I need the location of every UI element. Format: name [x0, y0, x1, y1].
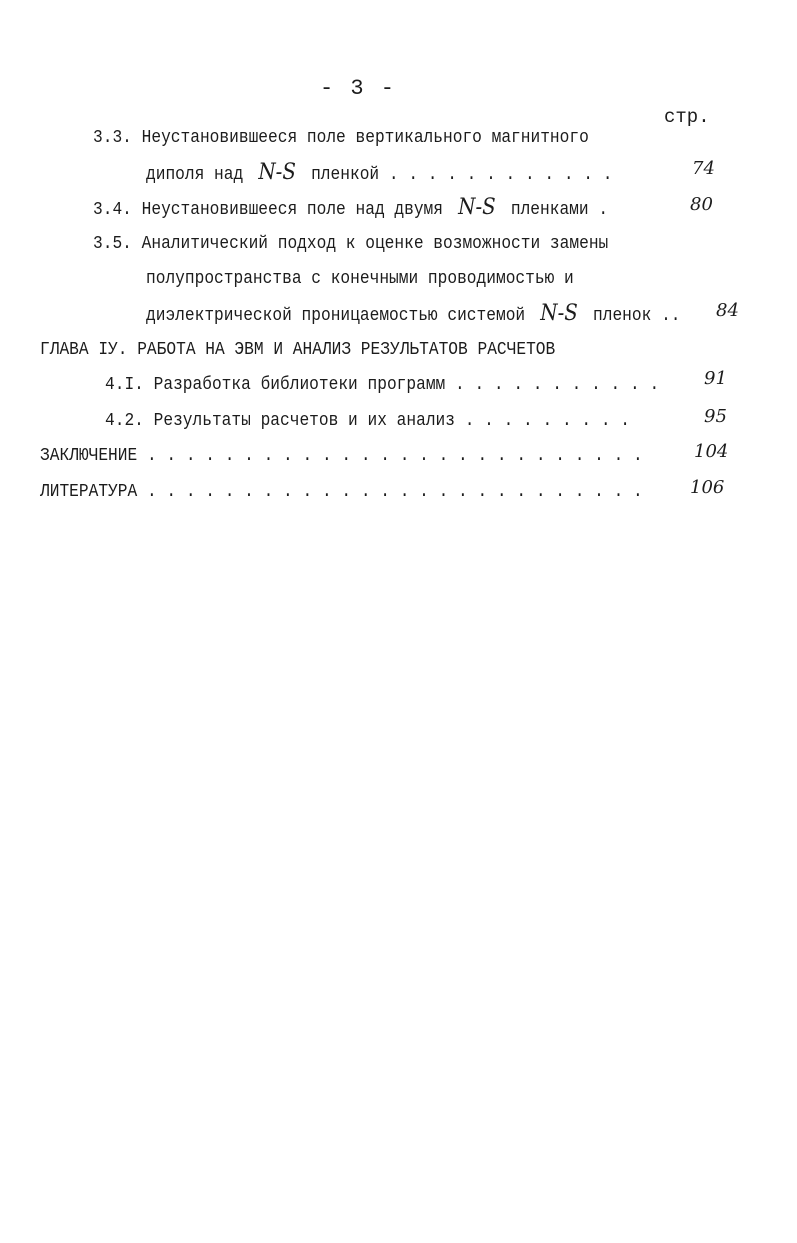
handwritten-ns-mark: N-S	[540, 301, 578, 326]
toc-entry-4-1	[105, 374, 659, 396]
leader-dots: . . . . . . . . . . . .	[388, 165, 613, 185]
toc-entry-title-cont: пленок	[593, 306, 652, 326]
toc-page-number-literature: 106	[690, 477, 725, 498]
toc-entry-title-cont: пленками	[510, 200, 589, 220]
leader-dots: .	[598, 200, 609, 220]
toc-entry-title-cont: диэлектрической проницаемостью системой	[146, 306, 526, 326]
toc-entry-title: ЛИТЕРАТУРА	[40, 482, 138, 502]
toc-page-number-3-5: 84	[716, 300, 739, 321]
toc-page-number-3-3: 74	[692, 158, 715, 179]
toc-entry-title-cont: диполя над	[146, 165, 244, 185]
toc-page-number-conclusion: 104	[694, 441, 729, 462]
toc-entry-3-4	[93, 197, 608, 221]
toc-entry-3-5-line1	[93, 233, 608, 255]
toc-page-number-4-2: 95	[704, 406, 727, 427]
toc-entry-conclusion	[40, 445, 643, 467]
leader-dots: . . . . . . . . . . .	[455, 375, 660, 395]
toc-chapter-heading: ГЛАВА IУ. РАБОТА НА ЭВМ И АНАЛИЗ РЕЗУЛЬТАТОВ РАСЧЕТОВ	[40, 340, 556, 360]
toc-page-number-4-1: 91	[704, 368, 727, 389]
toc-entry-title-cont: полупространства с конечными проводимостью и	[146, 269, 574, 289]
toc-entry-title: Результаты расчетов и их анализ	[153, 411, 456, 431]
page-column-header: стр.	[664, 106, 710, 128]
toc-entry-number: 3.3.	[93, 128, 132, 148]
leader-dots: . . . . . . . . . . . . . . . . . . . . . . . . . .	[146, 446, 643, 466]
handwritten-ns-mark: N-S	[258, 160, 296, 185]
toc-entry-literature	[40, 481, 643, 503]
leader-dots: . . . . . . . . . . . . . . . . . . . . . . . . . .	[146, 482, 643, 502]
toc-entry-number: 4.I.	[105, 375, 144, 395]
page-number: - 3 -	[320, 76, 397, 101]
leader-dots: ..	[661, 306, 681, 326]
toc-entry-3-5-line3	[146, 303, 681, 327]
handwritten-ns-mark: N-S	[458, 195, 496, 220]
leader-dots: . . . . . . . . .	[464, 411, 631, 431]
toc-entry-title: Аналитический подход к оценке возможности замены	[141, 234, 609, 254]
toc-entry-title: Разработка библиотеки программ	[153, 375, 446, 395]
toc-entry-4-2	[105, 410, 630, 432]
toc-entry-title: Неустановившееся поле вертикального магнитного	[141, 128, 589, 148]
toc-entry-3-3-line2	[146, 162, 612, 186]
toc-entry-number: 3.4.	[93, 200, 132, 220]
toc-entry-number: 4.2.	[105, 411, 144, 431]
toc-page-number-3-4: 80	[690, 194, 713, 215]
toc-entry-title: Неустановившееся поле над двумя	[141, 200, 444, 220]
toc-entry-title-cont: пленкой	[311, 165, 380, 185]
toc-entry-3-3-line1	[93, 127, 589, 149]
toc-entry-number: 3.5.	[93, 234, 132, 254]
toc-entry-3-5-line2	[146, 268, 574, 290]
toc-entry-title: ЗАКЛЮЧЕНИЕ	[40, 446, 138, 466]
